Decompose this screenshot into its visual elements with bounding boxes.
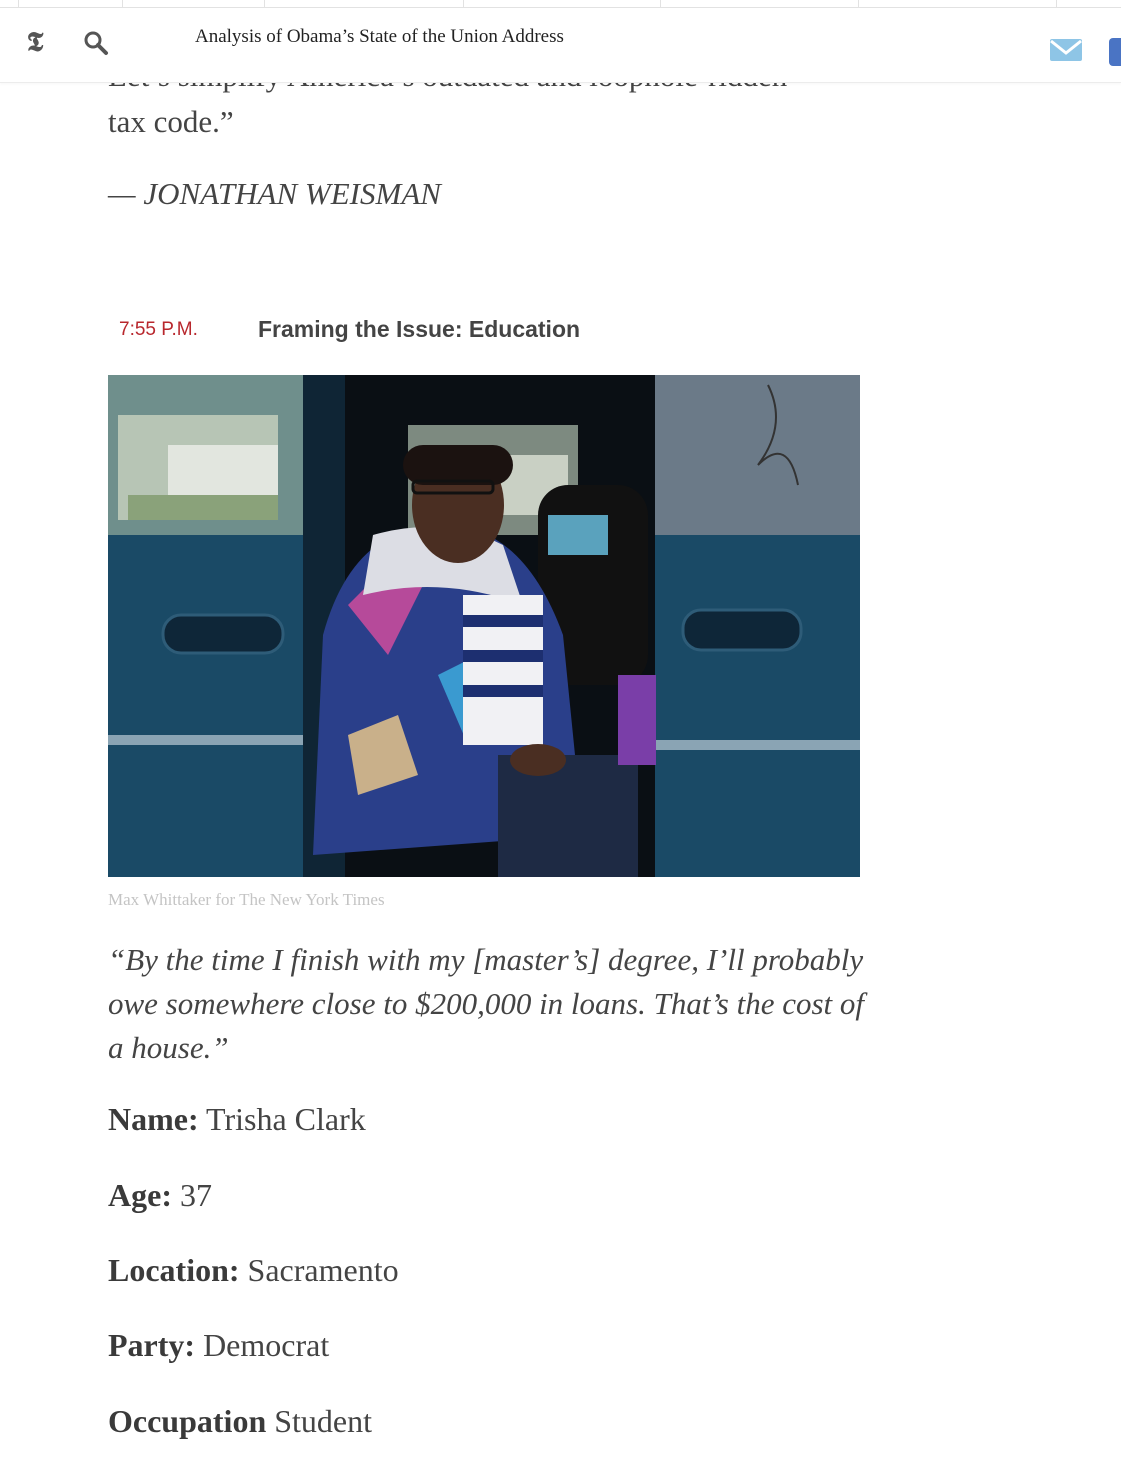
byline: — JONATHAN WEISMAN [108, 176, 441, 211]
previous-quote-tail: tax code.” [108, 104, 234, 139]
profile-occupation [108, 1403, 372, 1440]
pull-quote: “By the time I finish with my [master’s] degree, I’ll probably owe somewhere close to $200,000 in loans. That’s the cost of a house.” [108, 942, 865, 1065]
top-strip [0, 0, 1121, 8]
profile-occupation-label: Occupation [108, 1403, 267, 1439]
profile-location-value: Sacramento [239, 1252, 399, 1288]
profile-party-label: Party: [108, 1327, 196, 1363]
profile-party-value: Democrat [195, 1327, 330, 1363]
profile-party [108, 1327, 329, 1364]
page-title: Analysis of Obama’s State of the Union Address [195, 26, 564, 47]
nyt-logo-icon[interactable]: 𝕿 [26, 27, 44, 58]
facebook-share-icon[interactable] [1109, 38, 1121, 66]
profile-age-label: Age: [108, 1177, 172, 1213]
article-photo [108, 375, 860, 877]
post-timestamp: 7:55 P.M. [119, 319, 198, 340]
masthead [0, 8, 1121, 83]
profile-occupation-value: Student [266, 1403, 373, 1439]
profile-name-label: Name: [108, 1101, 199, 1137]
profile-age [108, 1177, 212, 1214]
email-icon[interactable] [1049, 38, 1083, 62]
profile-name-value: Trisha Clark [198, 1101, 366, 1137]
post-heading: Framing the Issue: Education [258, 316, 581, 342]
profile-name [108, 1101, 366, 1138]
search-icon[interactable] [82, 29, 110, 57]
profile-location [108, 1252, 399, 1289]
profile-age-value: 37 [171, 1177, 212, 1213]
photo-credit: Max Whittaker for The New York Times [108, 890, 385, 909]
profile-location-label: Location: [108, 1252, 240, 1288]
